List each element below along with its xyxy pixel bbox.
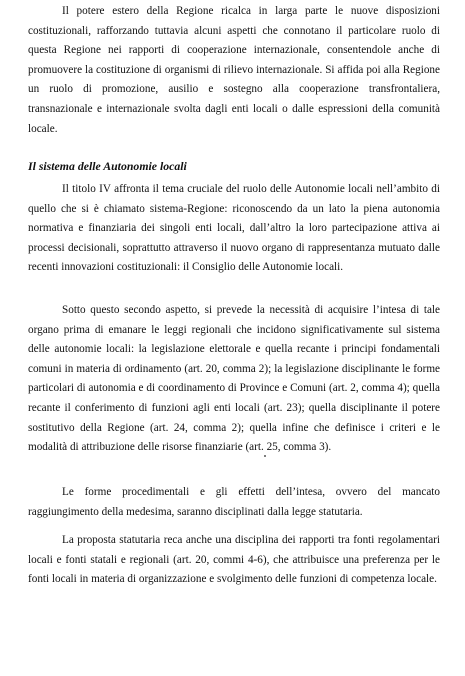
paragraph-forme-procedimentali: Le forme procedimentali e gli effetti dell’intesa, ovvero del mancato raggiungimento della medesima, saranno disciplinati dalla legge statutaria.: [28, 486, 440, 518]
paragraph-proposta-statutaria: La proposta statutaria reca anche una disciplina dei rapporti tra fonti regolamentari locali e fonti statali e regionali (art. 20, commi 4-6), che attribuisce una preferenza per le fonti locali in materia di organizzazione e svolgimento delle funzioni di competenza locale.: [28, 534, 440, 586]
paragraph-secondo-aspetto: Sotto questo secondo aspetto, si prevede la necessità di acquisire l’intesa di tale organo prima di emanare le leggi regionali che incidono significativamente sul sistema delle autonomie locali: la legislazione elettorale e quella recante i principi fondamentali comuni in materia di ordinamento (art. 20, comma 2); la legislazione disciplinante le forme particolari di autonomia e di coordinamento di Province e Comuni (art. 2, comma 4); quella recante il conferimento di funzioni agli enti locali (art. 23); quella disciplinante il potere sostitutivo della Regione (art. 24, comma 2); quella infine che definisce i criteri e le modalità di attribuzione delle risorse finanziarie (art. 25, comma 3).: [28, 304, 440, 454]
paragraph-titolo-iv: Il titolo IV affronta il tema cruciale del ruolo delle Autonomie locali nell’ambito di quello che si è chiamato sistema-Regione: riconoscendo da un lato la piena autonomia normativa e finanziaria dei singoli enti locali, dall’altro la loro partecipazione attiva ai processi decisionali, soprattutto attraverso il nuovo organo di rappresentanza mutuato dalle recenti innovazioni costituzionali: il Consiglio delle Autonomie locali.: [28, 183, 440, 274]
scan-speck: [264, 455, 266, 457]
section-heading: Il sistema delle Autonomie locali: [28, 159, 187, 173]
paragraph-potere-estero: Il potere estero della Regione ricalca in larga parte le nuove disposizioni costituzionali, rafforzando tuttavia alcuni aspetti che connotano il particolare ruolo di questa Regione nei rapporti di cooperazione internazionale, consentendole anche di promuovere la costituzione di organismi di rilievo internazionale. Si affida poi alla Regione un ruolo di promozione, ausilio e sostegno alla cooperazione transfrontaliera, transnazionale e internazionale svolta dagli enti locali o dalle espressioni della comunità locale.: [28, 5, 440, 135]
